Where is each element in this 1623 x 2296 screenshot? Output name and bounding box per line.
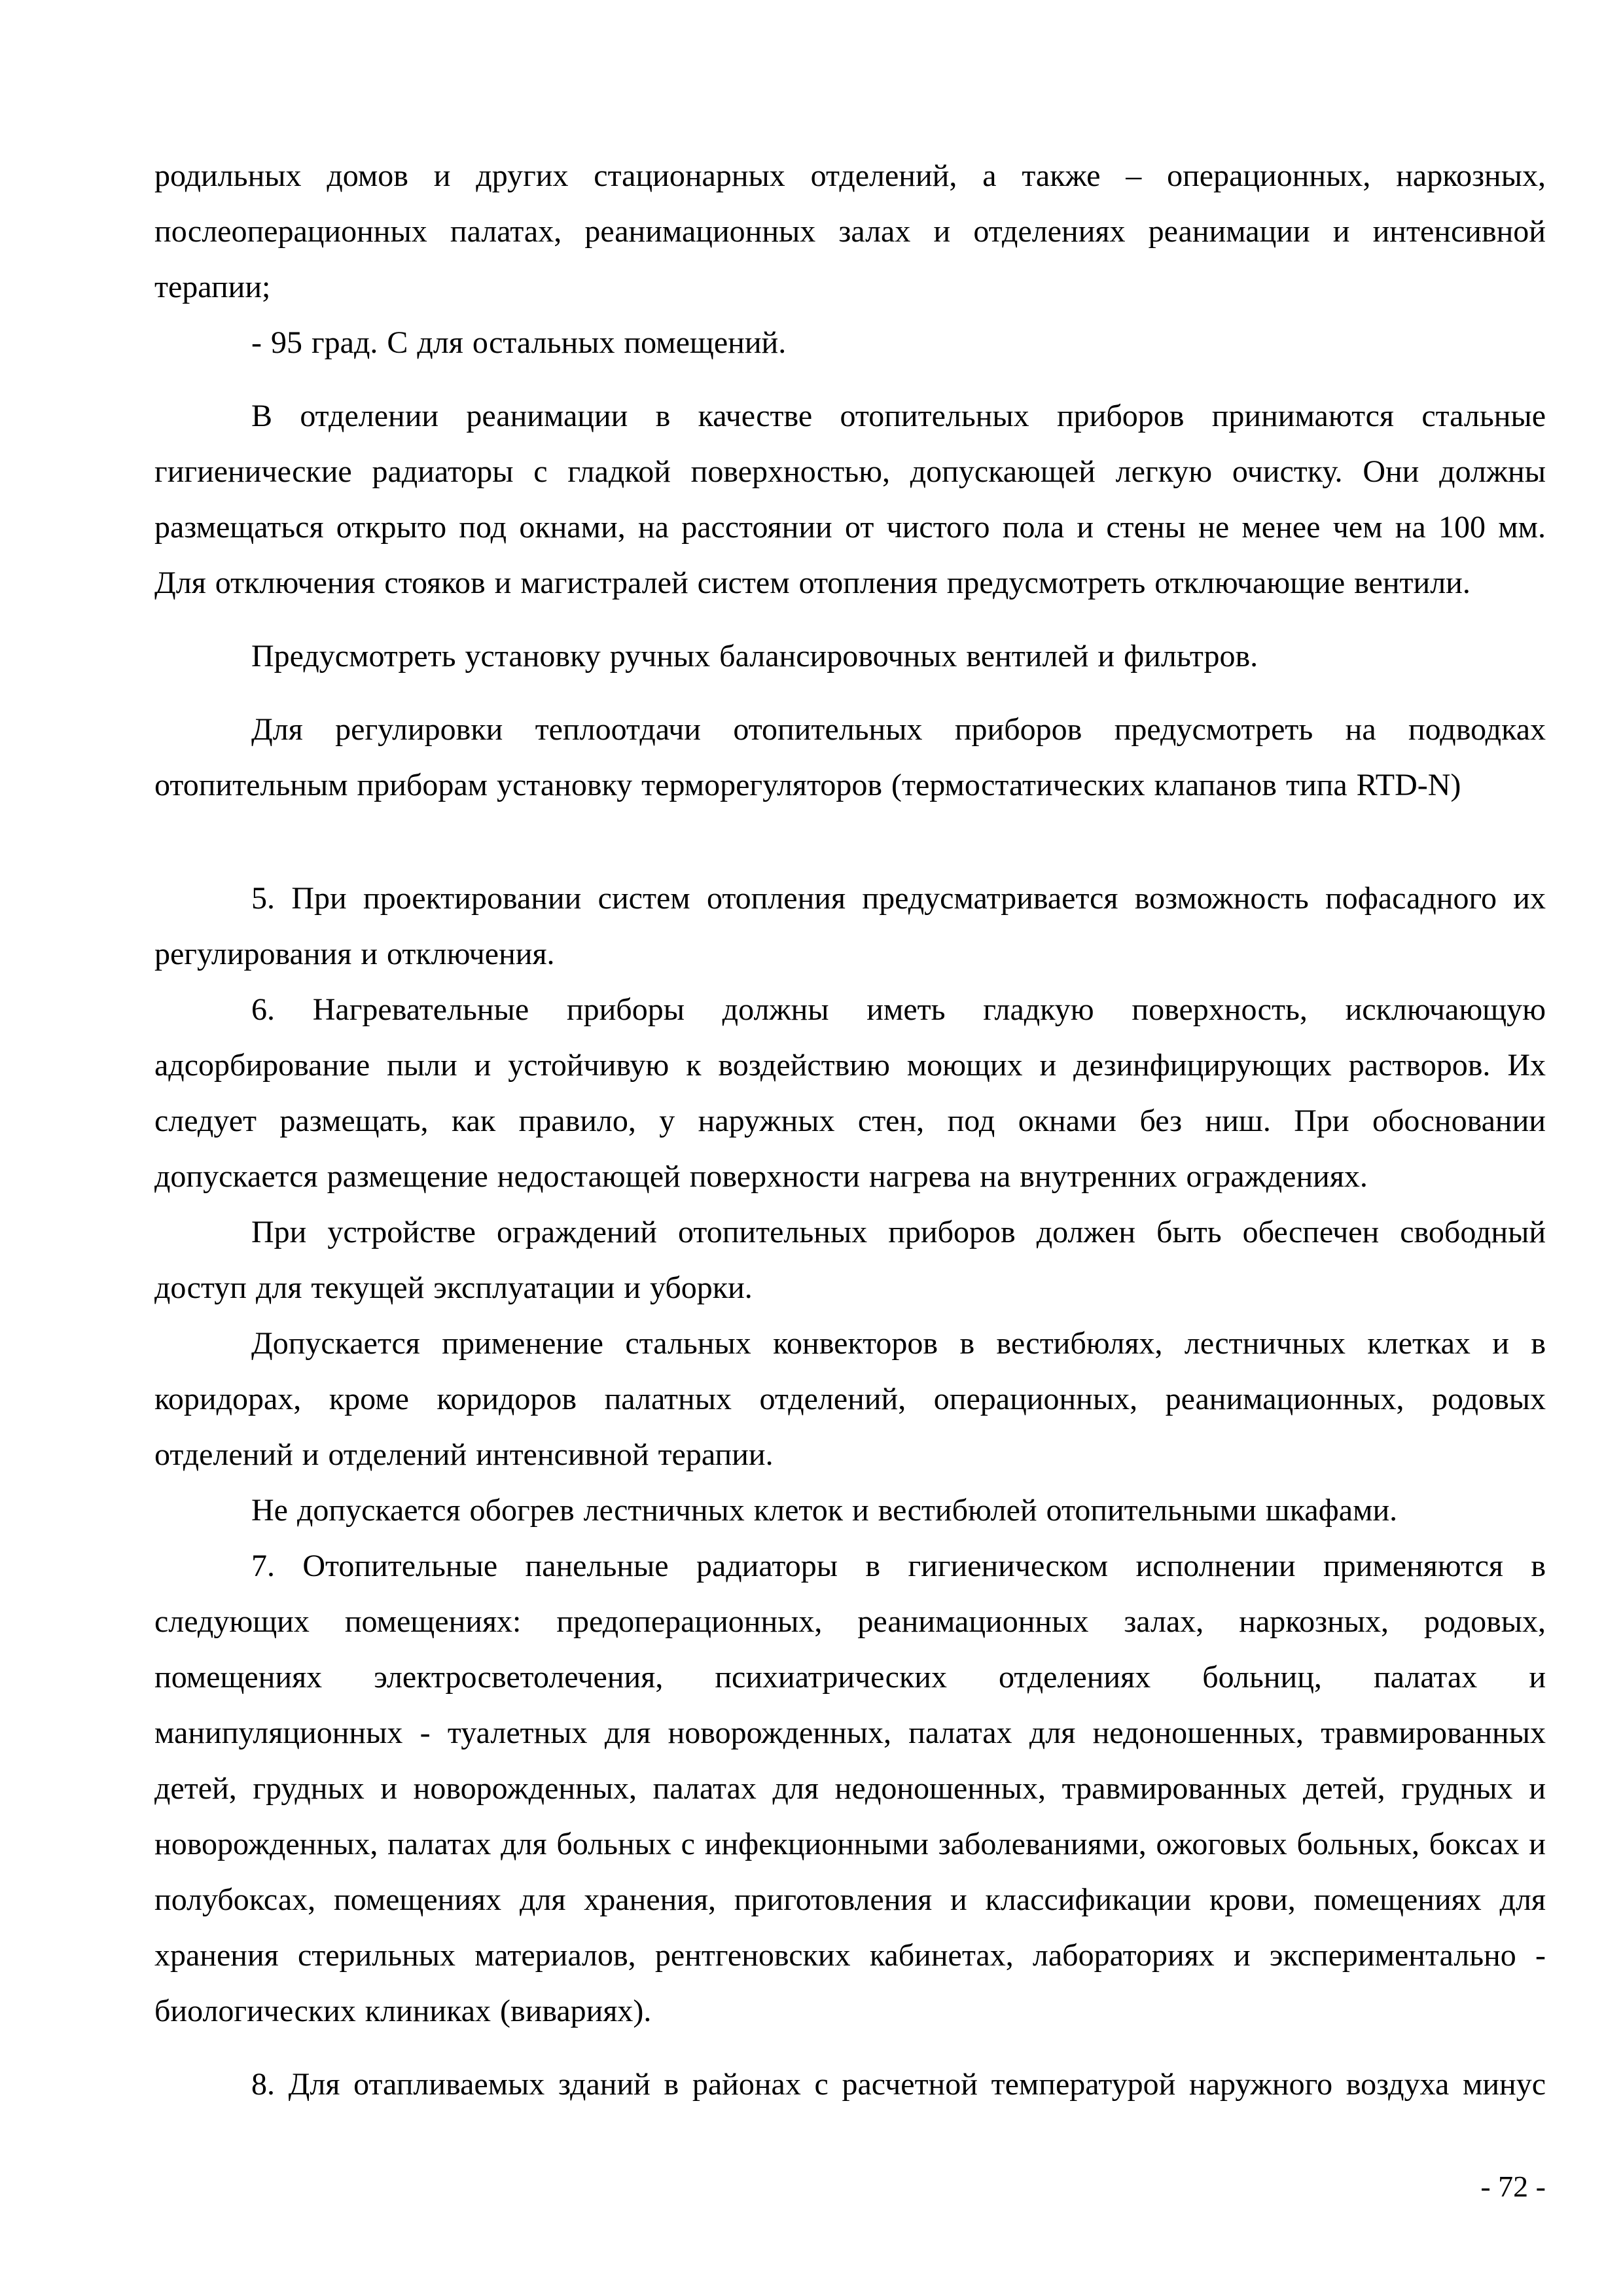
paragraph-10: Не допускается обогрев лестничных клеток и вестибюлей отопительными шкафами. (251, 1493, 1398, 1528)
paragraph-12: 8. Для отапливаемых зданий в районах с расчетной температурой наружного воздуха минус (251, 2067, 1546, 2102)
paragraph-11: 7. Отопительные панельные радиаторы в гигиеническом исполнении применяются в следующих помещениях: предоперационных, реанимационных залах, наркозных, родовых, помещениях электросветолечения, психиатрических отделениях больниц, палатах и манипуляционных - туалетных для новорожденных, палатах для недоношенных, травмированных детей, грудных и новорожденных, палатах для недоношенных, травмированных детей, грудных и новорожденных, палатах для больных с инфекционными заболеваниями, ожоговых больных, боксах и полубоксах, помещениях для хранения, приготовления и классификации крови, помещениях для хранения стерильных материалов, рентгеновских кабинетах, лабораториях и экспериментально - биологических клиниках (вивариях). (154, 1549, 1546, 2028)
paragraph-3: В отделении реанимации в качестве отопительных приборов принимаются стальные гигиенические радиаторы с гладкой поверхностью, допускающей легкую очистку. Они должны размещаться открыто под окнами, на расстоянии от чистого пола и стены не менее чем на 100 мм. Для отключения стояков и магистралей систем отопления предусмотреть отключающие вентили. (154, 399, 1546, 600)
paragraph-6: 5. При проектировании систем отопления предусматривается возможность пофасадного их регулирования и отключения. (154, 881, 1546, 971)
page-number: - 72 - (1480, 2170, 1546, 2203)
paragraph-4: Предусмотреть установку ручных балансировочных вентилей и фильтров. (251, 639, 1258, 673)
page-footer (1480, 2170, 1546, 2203)
document-body (154, 148, 1546, 2112)
paragraph-1: родильных домов и других стационарных отделений, а также – операционных, наркозных, послеоперационных палатах, реанимационных залах и отделениях реанимации и интенсивной терапии; (154, 158, 1546, 304)
paragraph-8: При устройстве ограждений отопительных приборов должен быть обеспечен свободный доступ для текущей эксплуатации и уборки. (154, 1215, 1546, 1305)
paragraph-5: Для регулировки теплоотдачи отопительных приборов предусмотреть на подводках отопительным приборам установку терморегуляторов (термостатических клапанов типа RTD-N) (154, 712, 1546, 802)
paragraph-2: - 95 град. С для остальных помещений. (251, 325, 787, 360)
paragraph-9: Допускается применение стальных конвекторов в вестибюлях, лестничных клетках и в коридорах, кроме коридоров палатных отделений, операционных, реанимационных, родовых отделений и отделений интенсивной терапии. (154, 1326, 1546, 1472)
paragraph-7: 6. Нагревательные приборы должны иметь гладкую поверхность, исключающую адсорбирование пыли и устойчивую к воздействию моющих и дезинфицирующих растворов. Их следует размещать, как правило, у наружных стен, под окнами без ниш. При обосновании допускается размещение недостающей поверхности нагрева на внутренних ограждениях. (154, 992, 1546, 1194)
